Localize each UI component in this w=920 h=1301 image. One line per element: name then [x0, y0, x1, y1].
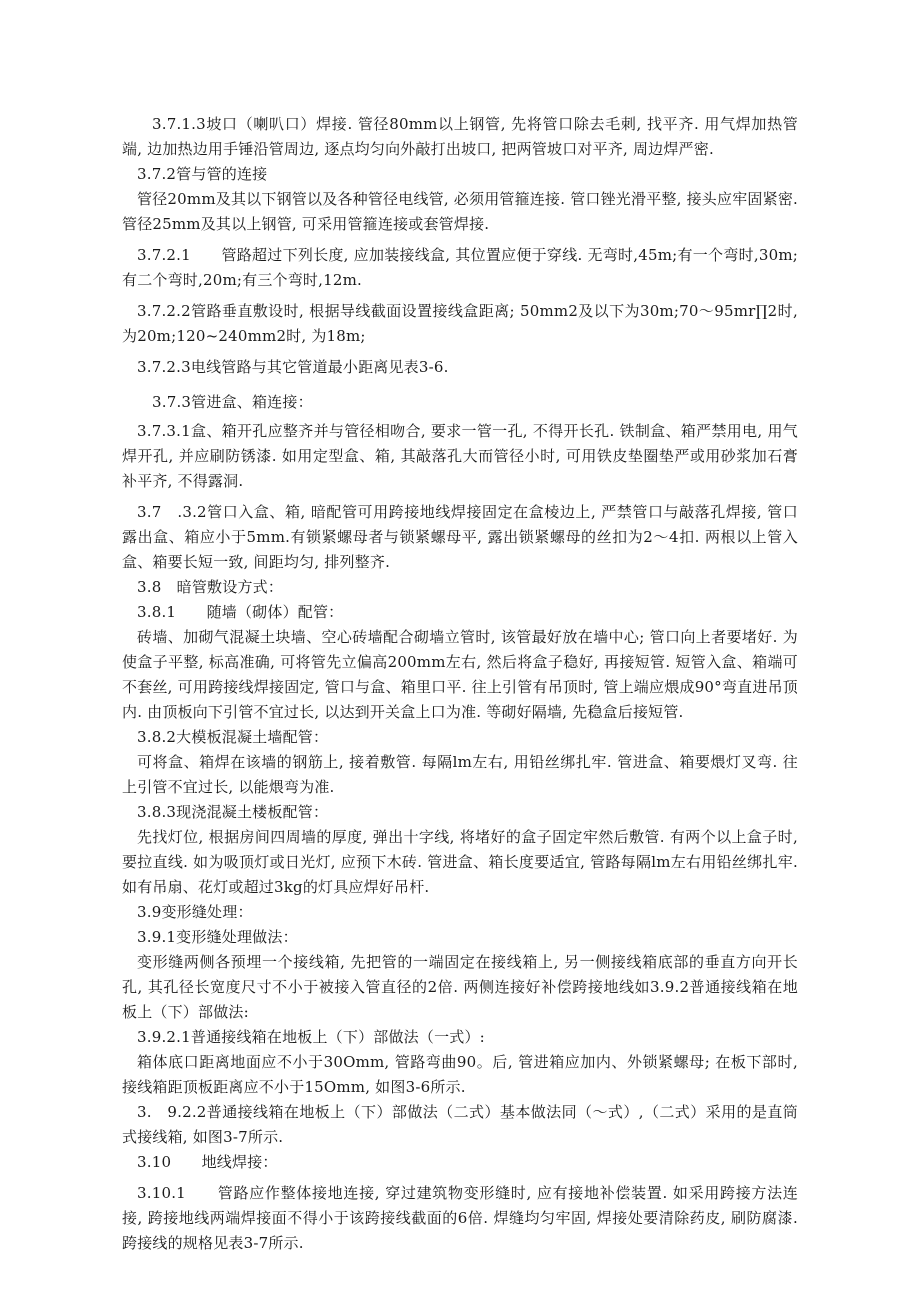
para-3-7-2-1: 3.7.2.1 管路超过下列长度, 应加装接线盒, 其位置应便于穿线. 无弯时,45m;有一个弯时,30m;有二个弯时,20m;有三个弯时,12m.: [122, 246, 798, 289]
heading-3-9-1: 3.9.1变形缝处理做法：: [137, 928, 298, 946]
para-3-7-2-3: 3.7.2.3电线管路与其它管道最小距离见表3-6.: [137, 358, 449, 376]
para-3-7-2-body: 管径20mm及其以下钢管以及各种管径电线管, 必须用管箍连接. 管口锉光滑平整, 接头应牢固紧密. 管径25mm及其以上钢管, 可采用管箍连接或套管焊接.: [122, 190, 798, 233]
para-3-9-2-2: 3. 9.2.2普通接线箱在地板上（下）部做法（二式）基本做法同（～式）,（二式）采用的是直筒式接线箱, 如图3-7所示.: [122, 1103, 798, 1146]
para-3-8-2-body: 可将盒、箱焊在该墙的钢筋上, 接着敷管. 每隔lm左右, 用铅丝绑扎牢. 管进盒、箱要煨灯叉弯. 往上引管不宜过长, 以能煨弯为准.: [122, 753, 798, 796]
para-3-9-1-body: 变形缝两侧各预埋一个接线箱, 先把管的一端固定在接线箱上, 另一侧接线箱底部的垂直方向开长孔, 其孔径长宽度尺寸不小于被接入管直径的2倍. 两侧连接好补偿跨接地线如3.9.2普通接线箱在地板上（下）部做法:: [122, 953, 798, 1021]
para-3-7-1-3: 3.7.1.3坡口（喇叭口）焊接. 管径80mm以上钢管, 先将管口除去毛刺, 找平齐. 用气焊加热管端, 边加热边用手锤沿管周边, 逐点均匀向外敲打出坡口, 把两管坡口对平齐, 周边焊严密.: [122, 115, 798, 158]
heading-3-9-2-1: 3.9.2.1普通接线箱在地板上（下）部做法（一式）:: [137, 1028, 485, 1046]
para-3-7-2-2: 3.7.2.2管路垂直敷设时, 根据导线截面设置接线盒距离; 50mm2及以下为30m;70～95mr∏2时, 为20m;120~240mm2时, 为18m;: [122, 302, 798, 345]
para-3-10-1: 3.10.1 管路应作整体接地连接, 穿过建筑物变形缝时, 应有接地补偿装置. 如采用跨接方法连接, 跨接地线两端焊接面不得小于该跨接线截面的6倍. 焊缝均匀牢固, 焊接处要清除药皮, 刷防腐漆. 跨接线的规格见表3-7所示.: [122, 1184, 798, 1252]
heading-3-7-3: 3.7.3管进盒、箱连接：: [152, 393, 313, 411]
para-3-7-3-2: 3.7 .3.2管口入盒、箱, 暗配管可用跨接地线焊接固定在盒棱边上, 严禁管口与敲落孔焊接, 管口露出盒、箱应小于5mm.有锁紧螺母者与锁紧螺母平, 露出锁紧螺母的丝扣为2～4扣. 两根以上管入盒、箱要长短一致, 间距均匀, 排列整齐.: [122, 503, 798, 571]
para-3-8-3-body: 先找灯位, 根据房间四周墙的厚度, 弹出十字线, 将堵好的盒子固定牢然后敷管. 有两个以上盒子时, 要拉直线. 如为吸顶灯或日光灯, 应预下木砖. 管进盒、箱长度要适宜, 管路每隔lm左右用铅丝绑扎牢. 如有吊扇、花灯或超过3kg的灯具应焊好吊杆.: [122, 828, 798, 896]
heading-3-8-3: 3.8.3现浇混凝土楼板配管：: [137, 803, 329, 821]
heading-3-9: 3.9变形缝处理：: [137, 903, 253, 921]
document-body: [122, 112, 798, 1256]
para-3-7-3-1: 3.7.3.1盒、箱开孔应整齐并与管径相吻合, 要求一管一孔, 不得开长孔. 铁制盒、箱严禁用电, 用气焊开孔, 并应刷防锈漆. 如用定型盒、箱, 其敲落孔大而管径小时, 可用铁皮垫圈垫严或用砂浆加石膏补平齐, 不得露洞.: [122, 422, 798, 490]
heading-3-8-2: 3.8.2大模板混凝土墙配管：: [137, 728, 329, 746]
heading-3-7-2: 3.7.2管与管的连接: [137, 165, 268, 183]
para-3-9-2-1-body: 箱体底口距离地面应不小于30Omm, 管路弯曲90。后, 管进箱应加内、外锁紧螺母; 在板下部时, 接线箱距顶板距离应不小于15Omm, 如图3-6所示.: [122, 1053, 798, 1096]
para-3-8-1-body: 砖墙、加砌气混凝土块墙、空心砖墙配合砌墙立管时, 该管最好放在墙中心; 管口向上者要堵好. 为使盒子平整, 标高准确, 可将管先立偏高200mm左右, 然后将盒子稳好, 再接短管. 短管入盒、箱端可不套丝, 可用跨接线焊接固定, 管口与盒、箱里口平. 往上引管有吊顶时, 管上端应煨成90°弯直进吊顶内. 由顶板向下引管不宜过长, 以达到开关盒上口为准. 等砌好隔墙, 先稳盒后接短管.: [122, 628, 798, 721]
heading-3-8: 3.8 暗管敷设方式：: [137, 578, 284, 596]
heading-3-10: 3.10 地线焊接：: [137, 1153, 278, 1171]
heading-3-8-1: 3.8.1 随墙（砌体）配管：: [137, 603, 344, 621]
